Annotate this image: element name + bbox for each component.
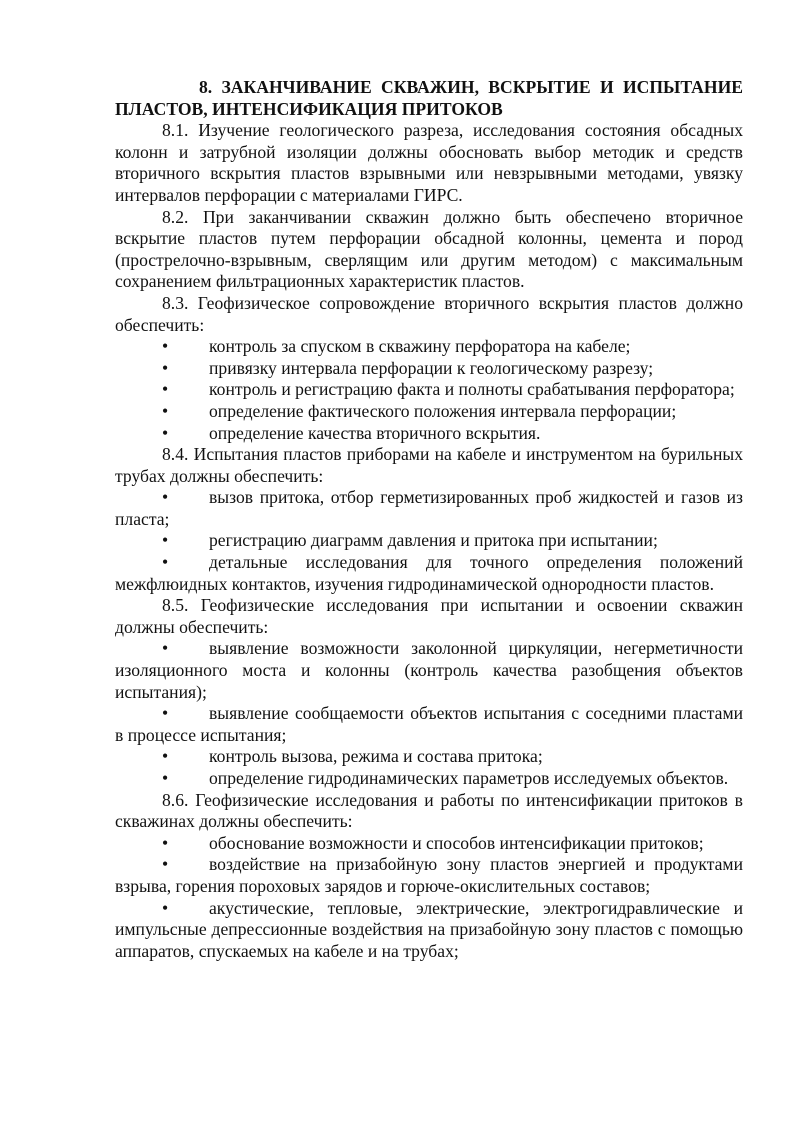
list-item-text: воздействие на призабойную зону пластов энергией и продуктами взрыва, горения пороховых зарядов и горюче-окислительных составов; — [115, 854, 743, 896]
list-item-text: выявление возможности заколонной циркуляции, негерметичности изоляционного моста и колонны (контроль качества разобщения объектов испытания); — [115, 638, 743, 702]
list-item-text: привязку интервала перфорации к геологическому разрезу; — [209, 357, 654, 378]
list-item-text: регистрацию диаграмм давления и притока при испытании; — [209, 530, 658, 551]
paragraph-8-1: 8.1. Изучение геологического разреза, исследования состояния обсадных колонн и затрубной изоляции должны обосновать выбор методик и средств вторичного вскрытия пластов взрывными или невзрывными методами, увязку интервалов перфорации с материалами ГИРС. — [115, 120, 743, 205]
list-item-text: детальные исследования для точного определения положений межфлюидных контактов, изучения гидродинамической однородности пластов. — [115, 552, 743, 594]
list-item — [115, 746, 743, 768]
bullet-icon: • — [162, 832, 169, 853]
list-item — [115, 768, 743, 790]
list-item-text: определение фактического положения интервала перфорации; — [209, 400, 677, 421]
bullet-icon: • — [162, 854, 169, 875]
list-item — [115, 833, 743, 855]
list-item-text: акустические, тепловые, электрические, электрогидравлические и импульсные депрессионные воздействия на призабойную зону пластов с помощью аппаратов, спускаемых на кабеле и на трубах; — [115, 897, 743, 961]
bullet-icon: • — [162, 357, 169, 378]
list-item — [115, 898, 743, 963]
bullet-icon: • — [162, 336, 169, 357]
bullet-icon: • — [162, 400, 169, 421]
bullet-icon: • — [162, 703, 169, 724]
list-item — [115, 703, 743, 746]
bullet-icon: • — [162, 379, 169, 400]
list-item-text: определение качества вторичного вскрытия. — [209, 422, 541, 443]
list-item-text: контроль за спуском в скважину перфоратора на кабеле; — [209, 336, 631, 357]
list-item — [115, 423, 743, 445]
list-item-text: контроль и регистрацию факта и полноты срабатывания перфоратора; — [209, 379, 735, 400]
list-item-text: вызов притока, отбор герметизированных проб жидкостей и газов из пласта; — [115, 487, 743, 529]
list-item — [115, 854, 743, 897]
paragraph-8-5-intro: 8.5. Геофизические исследования при испытании и освоении скважин должны обеспечить: — [115, 595, 743, 637]
list-item — [115, 487, 743, 530]
list-item-text: обоснование возможности и способов интенсификации притоков; — [209, 832, 704, 853]
list-item-text: выявление сообщаемости объектов испытания с соседними пластами в процессе испытания; — [115, 703, 743, 745]
paragraph-8-3-intro: 8.3. Геофизическое сопровождение вторичного вскрытия пластов должно обеспечить: — [115, 292, 743, 335]
bullet-icon: • — [162, 422, 169, 443]
bullet-icon: • — [162, 897, 169, 918]
list-item-text: контроль вызова, режима и состава притока; — [209, 746, 543, 767]
paragraph-8-4-intro: 8.4. Испытания пластов приборами на кабеле и инструментом на бурильных трубах должны обеспечить: — [115, 444, 743, 486]
bullet-icon: • — [162, 530, 169, 551]
paragraph-8-2: 8.2. При заканчивании скважин должно быть обеспечено вторичное вскрытие пластов путем перфорации обсадной колонны, цемента и пород (прострелочно-взрывным, сверлящим или другим методом) с максимальным сохранением фильтрационных характеристик пластов. — [115, 206, 743, 292]
list-item-text: определение гидродинамических параметров исследуемых объектов. — [209, 768, 729, 788]
list-item — [115, 336, 743, 358]
list-item — [115, 401, 743, 423]
paragraph-8-6-intro: 8.6. Геофизические исследования и работы по интенсификации притоков в скважинах должны обеспечить: — [115, 789, 743, 832]
bullet-icon: • — [162, 768, 169, 788]
list-item — [115, 358, 743, 380]
bullet-icon: • — [162, 552, 169, 573]
list-item — [115, 638, 743, 703]
list-item — [115, 530, 743, 552]
list-item — [115, 552, 743, 595]
section-heading: 8. ЗАКАНЧИВАНИЕ СКВАЖИН, ВСКРЫТИЕ И ИСПЫТАНИЕ ПЛАСТОВ, ИНТЕНСИФИКАЦИЯ ПРИТОКОВ — [115, 77, 743, 119]
bullet-icon: • — [162, 638, 169, 659]
list-item — [115, 379, 743, 401]
bullet-icon: • — [162, 487, 169, 508]
bullet-icon: • — [162, 746, 169, 767]
